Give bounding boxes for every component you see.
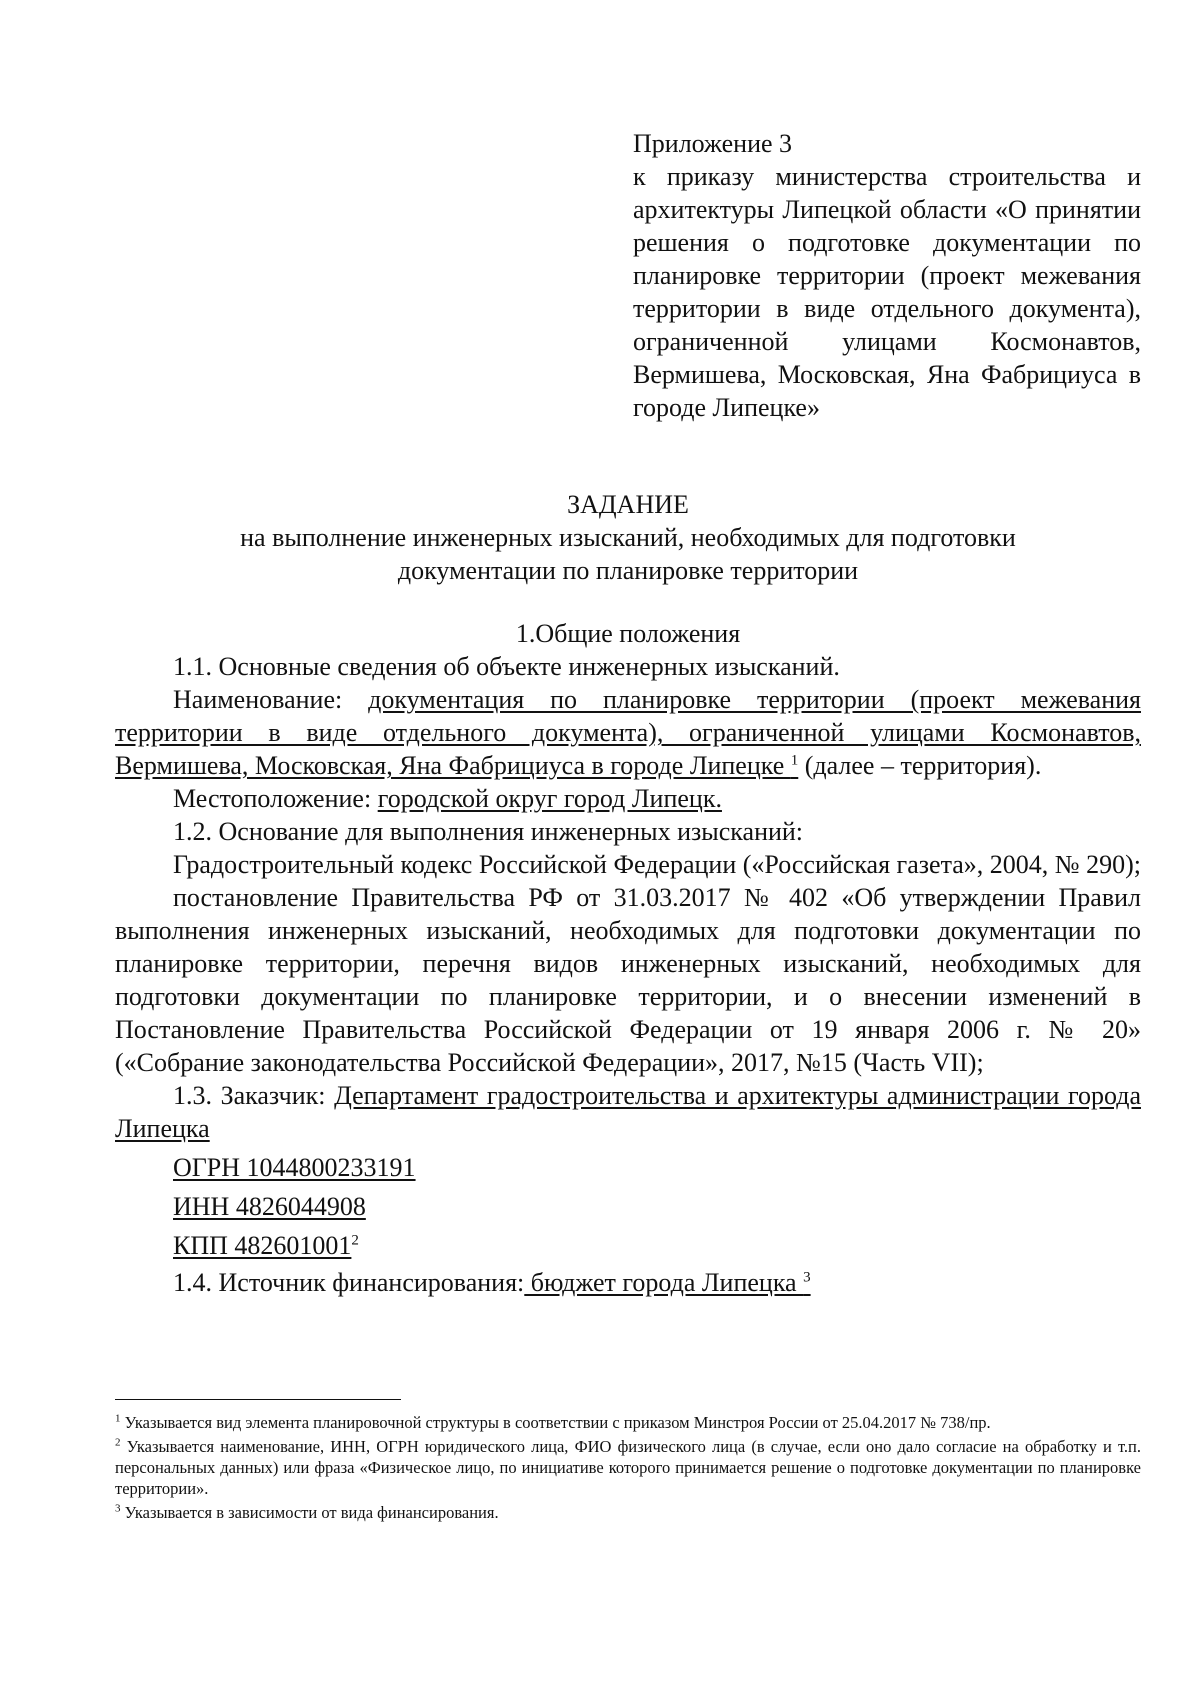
title-subtitle: на выполнение инженерных изысканий, необходимых для подготовки документации по планировке территории (240, 523, 1016, 585)
customer-label: 1.3. Заказчик: (173, 1081, 335, 1110)
paragraph-location (115, 782, 1141, 815)
footnote-3: $^3$ Указывается в зависимости от вида финансирования. (115, 1502, 499, 1522)
kpp-line: КПП 482601001$^2$ (173, 1231, 359, 1260)
ogrn-line: ОГРН 1044800233191 (173, 1153, 416, 1182)
appendix-order-reference: к приказу министерства строительства и архитектуры Липецкой области «О принятии решения о подготовке документации по планировке территории (проект межевания территории в виде отдельного документа), ограниченной улицами Космонавтов, Вермишева, Московская, Яна Фабрициуса в городе Липецке» (633, 162, 1141, 422)
footnote-ref-1[interactable]: 1 (790, 752, 799, 769)
name-value: документация по планировке территории (проект межевания территории в виде отдельного документа), ограниченной улицами Космонавтов, Вермишева, Московская, Яна Фабрициуса в городе Липецке $^1$ (115, 685, 1141, 780)
location-value: городской округ город Липецк. (377, 784, 722, 813)
customer-value: Департамент градостроительства и архитектуры администрации города Липецка (115, 1081, 1141, 1143)
section-heading: 1.Общие положения (515, 619, 741, 648)
paragraph-name (115, 683, 1141, 782)
appendix-header (633, 127, 1141, 424)
name-tail: (далее – территория). (798, 751, 1042, 780)
basis-government-decree: постановление Правительства РФ от 31.03.2017 № 402 «Об утверждении Правил выполнения инженерных изысканий, необходимых для подготовки документации по планировке территории, перечня видов инженерных изысканий, необходимых для подготовки документации по планировке территории, и о внесении изменений в Постановление Правительства Российской Федерации от 19 января 2006 г. № 20» («Собрание законодательства Российской Федерации», 2017, №15 (Часть VII); (115, 883, 1141, 1077)
document-body (115, 617, 1141, 1299)
financing-label: 1.4. Источник финансирования: (173, 1268, 525, 1297)
paragraph-customer (115, 1079, 1141, 1145)
footnote-ref-3[interactable]: 3 (803, 1269, 811, 1286)
appendix-number: Приложение 3 (633, 129, 793, 158)
title-heading: ЗАДАНИЕ (567, 490, 689, 519)
financing-value: бюджет города Липецка $^3$ (524, 1268, 811, 1297)
footnote-ref-2[interactable]: 2 (351, 1232, 359, 1249)
name-label: Наименование: (173, 685, 369, 714)
footnote-2: $^2$ Указывается наименование, ИНН, ОГРН юридического лица, ФИО физического лица (в случае, если оно дало согласие на обработку и т.п. персональных данных) или фраза «Физическое лицо, по инициативе которого принимается решение о подготовке документации по планировке территории». (115, 1436, 1141, 1498)
paragraph-financing (115, 1266, 1141, 1299)
footnote-1: $^1$ Указывается вид элемента планировочной структуры в соответствии с приказом Минстроя России от 25.04.2017 № 738/пр. (115, 1412, 991, 1432)
inn-line: ИНН 4826044908 (173, 1192, 366, 1221)
footnote-divider (115, 1399, 401, 1400)
basis-grad-code: Градостроительный кодекс Российской Федерации («Российская газета», 2004, № 290); (173, 850, 1141, 879)
footnotes (115, 1412, 1141, 1526)
paragraph-1-2: 1.2. Основание для выполнения инженерных изысканий: (173, 817, 804, 846)
paragraph-1-1: 1.1. Основные сведения об объекте инженерных изысканий. (173, 652, 840, 681)
document-title (115, 488, 1141, 587)
location-label: Местоположение: (173, 784, 378, 813)
